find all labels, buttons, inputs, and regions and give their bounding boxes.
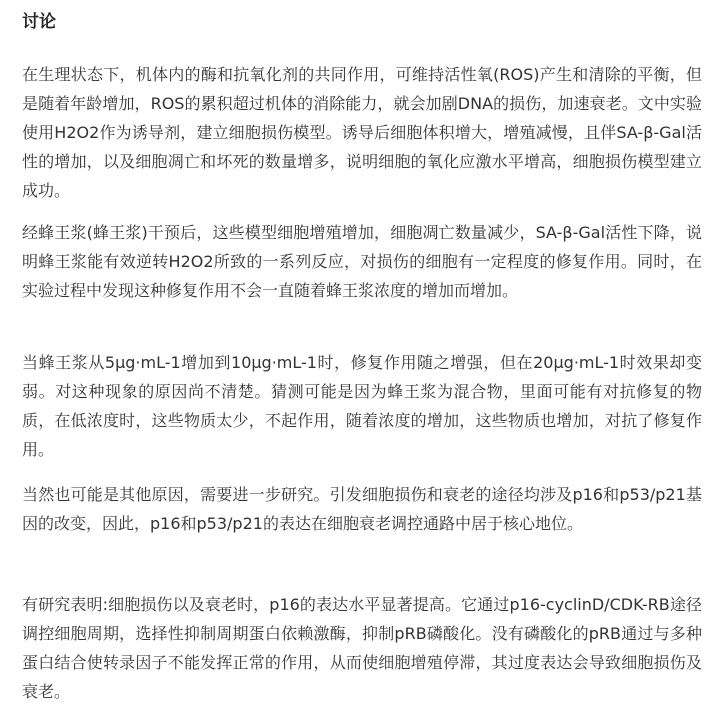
paragraph-2: 经蜂王浆(蜂王浆)干预后，这些模型细胞增殖增加，细胞凋亡数量减少，SA-β-Gal活性下降，说明蜂王浆能有效逆转H2O2所致的一系列反应，对损伤的细胞有一定程度的修复作用。同时，在实验过程中发现这种修复作用不会一直随着蜂王浆浓度的增加而增加。	[22, 223, 702, 300]
paragraph-5: 有研究表明:细胞损伤以及衰老时，p16的表达水平显著提高。它通过p16-cyclinD/CDK-RB途径调控细胞周期，选择性抑制周期蛋白依赖激酶，抑制pRB磷酸化。没有磷酸化的pRB通过与多种蛋白结合使转录因子不能发挥正常的作用，从而使细胞增殖停滞，其过度表达会导致细胞损伤及衰老。	[22, 595, 702, 701]
paragraph-4: 当然也可能是其他原因，需要进一步研究。引发细胞损伤和衰老的途径均涉及p16和p53/p21基因的改变，因此，p16和p53/p21的表达在细胞衰老调控通路中居于核心地位。	[22, 485, 702, 533]
paragraph-3: 当蜂王浆从5μg·mL-1增加到10μg·mL-1时，修复作用随之增强，但在20μg·mL-1时效果却变弱。对这种现象的原因尚不清楚。猜测可能是因为蜂王浆为混合物，里面可能有对抗修复的物质，在低浓度时，这些物质太少，不起作用，随着浓度的增加，这些物质也增加，对抗了修复作用。	[22, 353, 702, 459]
section-heading: 讨论	[22, 12, 56, 32]
paragraph-1: 在生理状态下，机体内的酶和抗氧化剂的共同作用，可维持活性氧(ROS)产生和清除的平衡，但是随着年龄增加，ROS的累积超过机体的消除能力，就会加剧DNA的损伤，加速衰老。文中实验使用H2O2作为诱导剂，建立细胞损伤模型。诱导后细胞体积增大，增殖减慢，且伴SA-β-Gal活性的增加，以及细胞凋亡和坏死的数量增多，说明细胞的氧化应激水平增高，细胞损伤模型建立成功。	[22, 65, 702, 200]
